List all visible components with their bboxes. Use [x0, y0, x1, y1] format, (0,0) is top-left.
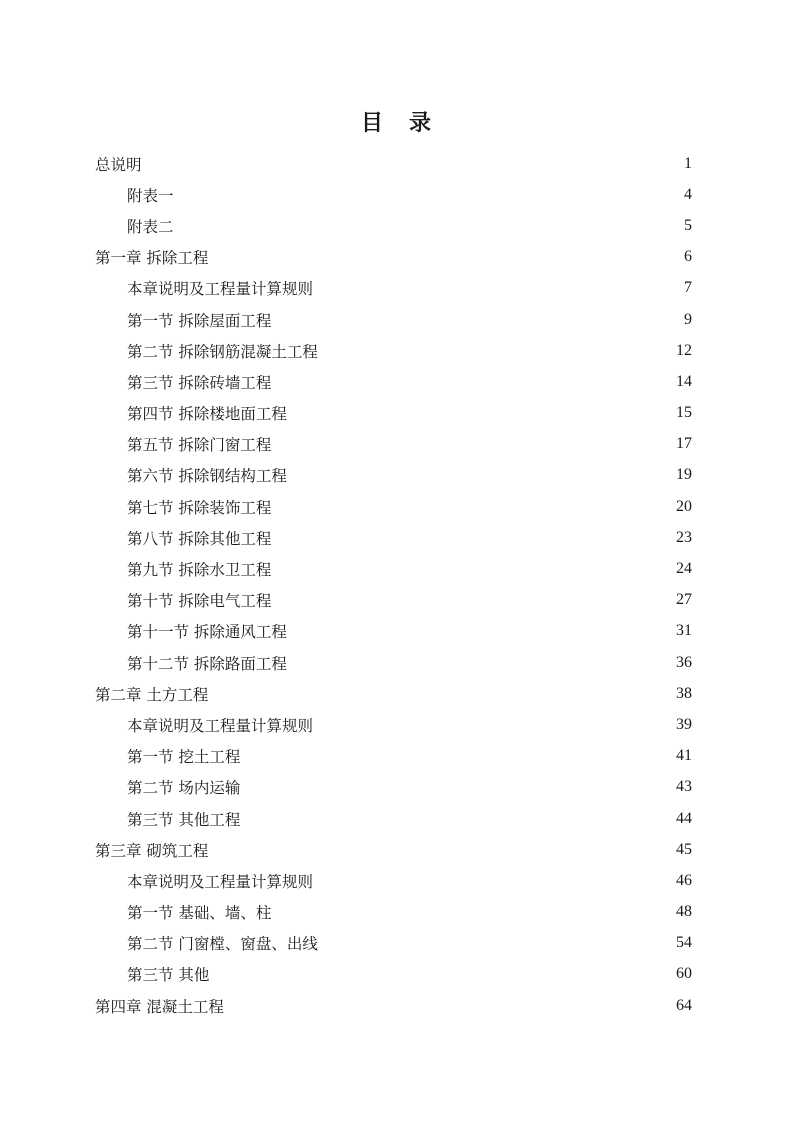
toc-entry-label: 第四章 混凝土工程: [95, 997, 224, 1016]
toc-section-entry[interactable]: [95, 741, 692, 772]
toc-section-entry[interactable]: [95, 366, 692, 397]
toc-entry-label: 第一节 基础、墙、柱: [127, 904, 272, 923]
toc-section-entry[interactable]: [95, 928, 692, 959]
toc-section-entry[interactable]: [95, 959, 692, 990]
toc-entry-label: 第二节 门窗樘、窗盘、出线: [127, 935, 318, 954]
toc-section-entry[interactable]: [95, 304, 692, 335]
toc-chapter-entry[interactable]: [95, 834, 692, 865]
toc-page-number: 14: [676, 372, 692, 390]
toc-entry-label: 第二节 场内运输: [127, 779, 241, 798]
toc-page-number: 48: [676, 903, 692, 921]
toc-page-number: 20: [676, 497, 692, 515]
toc-section-entry[interactable]: [95, 398, 692, 429]
toc-entry-label: 本章说明及工程量计算规则: [127, 280, 314, 299]
toc-entry-label: 第六节 拆除钢结构工程: [127, 467, 287, 486]
toc-page-number: 7: [684, 279, 692, 297]
toc-entry-label: 第二章 土方工程: [95, 685, 209, 704]
table-of-contents: [95, 148, 692, 1021]
toc-section-entry[interactable]: [95, 335, 692, 366]
toc-entry-label: 第三节 其他: [127, 966, 210, 985]
toc-section-entry[interactable]: [95, 772, 692, 803]
toc-entry-label: 第十一节 拆除通风工程: [127, 623, 287, 642]
toc-page-number: 36: [676, 653, 692, 671]
page-title: 目 录: [360, 110, 433, 136]
toc-page-number: 12: [676, 341, 692, 359]
toc-page-number: 9: [684, 310, 692, 328]
toc-entry-label: 第八节 拆除其他工程: [127, 529, 272, 548]
toc-page-number: 46: [676, 871, 692, 889]
toc-entry-label: 第三章 砌筑工程: [95, 841, 209, 860]
toc-entry-label: 本章说明及工程量计算规则: [127, 716, 314, 735]
toc-section-entry[interactable]: [95, 491, 692, 522]
toc-chapter-entry[interactable]: [95, 242, 692, 273]
toc-page-number: 19: [676, 466, 692, 484]
toc-page-number: 39: [676, 715, 692, 733]
toc-page-number: 54: [676, 934, 692, 952]
toc-chapter-entry[interactable]: [95, 678, 692, 709]
toc-chapter-entry[interactable]: [95, 990, 692, 1021]
toc-page-number: 45: [676, 840, 692, 858]
toc-section-entry[interactable]: [95, 709, 692, 740]
toc-section-entry[interactable]: [95, 897, 692, 928]
toc-page-number: 44: [676, 809, 692, 827]
toc-section-entry[interactable]: [95, 553, 692, 584]
toc-entry-label: 第二节 拆除钢筋混凝土工程: [127, 342, 318, 361]
toc-page-number: 60: [676, 965, 692, 983]
toc-entry-label: 第十二节 拆除路面工程: [127, 654, 287, 673]
toc-section-entry[interactable]: [95, 616, 692, 647]
toc-page-number: 17: [676, 435, 692, 453]
toc-page-number: 5: [684, 216, 692, 234]
toc-entry-label: 第五节 拆除门窗工程: [127, 436, 272, 455]
toc-section-entry[interactable]: [95, 210, 692, 241]
toc-page-number: 24: [676, 560, 692, 578]
toc-entry-label: 本章说明及工程量计算规则: [127, 872, 314, 891]
toc-entry-label: 附表二: [127, 217, 174, 236]
toc-entry-label: 第一节 拆除屋面工程: [127, 311, 272, 330]
toc-entry-label: 第四节 拆除楼地面工程: [127, 405, 287, 424]
toc-section-entry[interactable]: [95, 273, 692, 304]
toc-page-number: 31: [676, 622, 692, 640]
toc-entry-label: 总说明: [95, 155, 142, 174]
toc-page-number: 4: [684, 185, 692, 203]
toc-page-number: 15: [676, 404, 692, 422]
toc-page-number: 23: [676, 528, 692, 546]
toc-entry-label: 第三节 拆除砖墙工程: [127, 373, 272, 392]
toc-section-entry[interactable]: [95, 460, 692, 491]
toc-section-entry[interactable]: [95, 803, 692, 834]
toc-entry-label: 第七节 拆除装饰工程: [127, 498, 272, 517]
toc-page-number: 1: [684, 154, 692, 172]
toc-entry-label: 第九节 拆除水卫工程: [127, 561, 272, 580]
toc-entry-label: 第一章 拆除工程: [95, 249, 209, 268]
toc-section-entry[interactable]: [95, 865, 692, 896]
toc-page-number: 64: [676, 996, 692, 1014]
toc-page-number: 43: [676, 778, 692, 796]
toc-section-entry[interactable]: [95, 647, 692, 678]
toc-entry-label: 第一节 挖土工程: [127, 748, 241, 767]
toc-page-number: 38: [676, 684, 692, 702]
toc-section-entry[interactable]: [95, 585, 692, 616]
toc-page-number: 41: [676, 747, 692, 765]
toc-entry-label: 第三节 其他工程: [127, 810, 241, 829]
toc-page-number: 27: [676, 591, 692, 609]
toc-section-entry[interactable]: [95, 179, 692, 210]
toc-entry-label: 附表一: [127, 186, 174, 205]
toc-section-entry[interactable]: [95, 429, 692, 460]
toc-section-entry[interactable]: [95, 522, 692, 553]
toc-chapter-entry[interactable]: [95, 148, 692, 179]
toc-entry-label: 第十节 拆除电气工程: [127, 592, 272, 611]
toc-page-number: 6: [684, 248, 692, 266]
